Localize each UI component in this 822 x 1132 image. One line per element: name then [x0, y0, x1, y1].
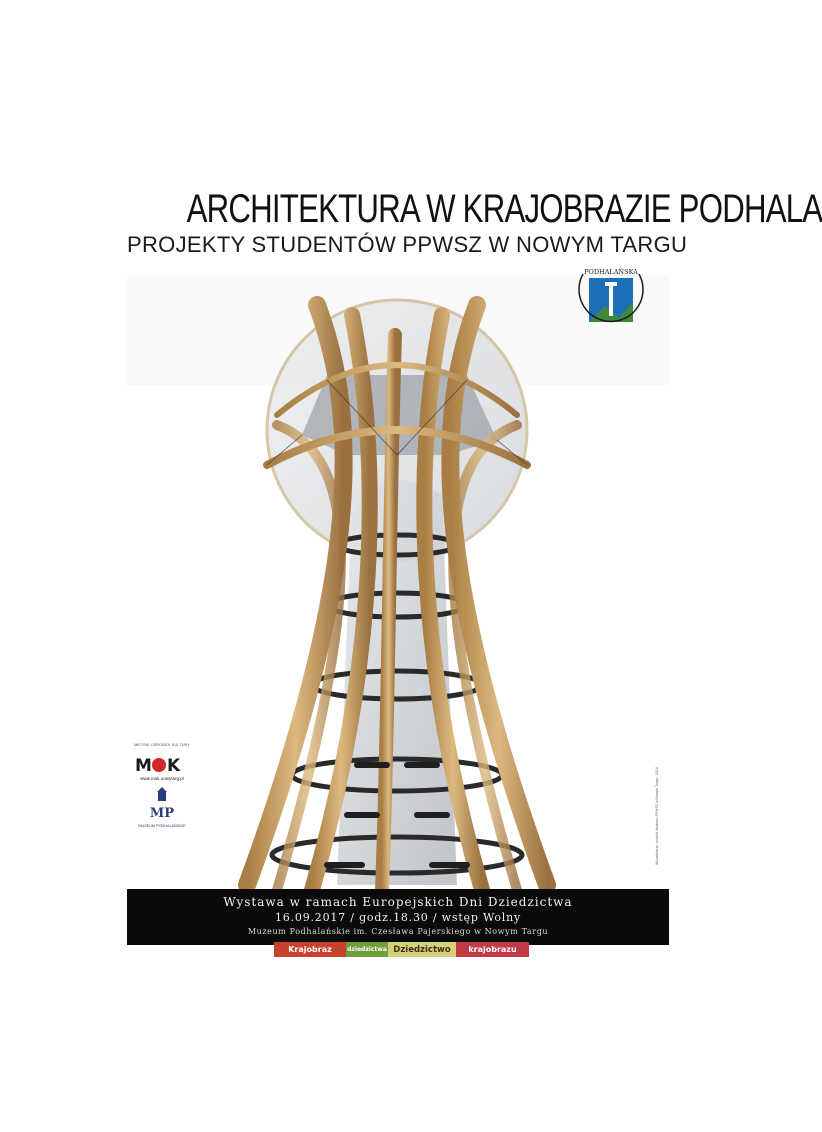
event-band — [127, 889, 669, 945]
event-line-3: Muzeum Podhalańskie im. Czesława Pajerskiego w Nowym Targu — [247, 927, 549, 936]
poster — [127, 165, 822, 957]
strip-dziedzictwo: Dziedzictwo — [388, 942, 456, 957]
poster-subtitle: PROJEKTY STUDENTÓW PPWSZ W NOWYM TARGU — [127, 232, 688, 257]
museum-caption: MUZEUM PODHALAŃSKIE — [138, 824, 186, 828]
svg-text:K: K — [167, 756, 181, 776]
event-line-1: Wystawa w ramach Europejskich Dni Dziedzictwa — [223, 895, 573, 909]
strip-krajobrazu: krajobrazu — [456, 942, 529, 957]
svg-text:MP: MP — [149, 806, 175, 821]
svg-text:M: M — [135, 756, 152, 776]
poster-title: ARCHITEKTURA W KRAJOBRAZIE PODHALA — [186, 187, 822, 231]
partner-logos — [127, 742, 197, 832]
mok-caption: MIEJSKI OŚRODEK KULTURY — [133, 742, 191, 747]
event-line-2: 16.09.2017 / godz.18.30 / wstęp Wolny — [275, 911, 521, 924]
museum-logo-icon — [141, 787, 183, 821]
svg-text:PODHALAŃSKA: PODHALAŃSKA — [584, 268, 638, 276]
strip-krajobraz: Krajobraz — [274, 942, 346, 957]
mok-url: www.mok.nowytarg.pl — [140, 776, 184, 781]
strip-dziedzictwa: dziedzictwa — [346, 942, 388, 957]
university-emblem-icon — [575, 266, 647, 352]
mok-logo-icon — [133, 753, 193, 775]
heritage-strip — [274, 942, 529, 957]
side-credit: Wizualizacja i projekt: studenci PPWSZ w Nowym Targu · 2016 — [655, 767, 659, 865]
